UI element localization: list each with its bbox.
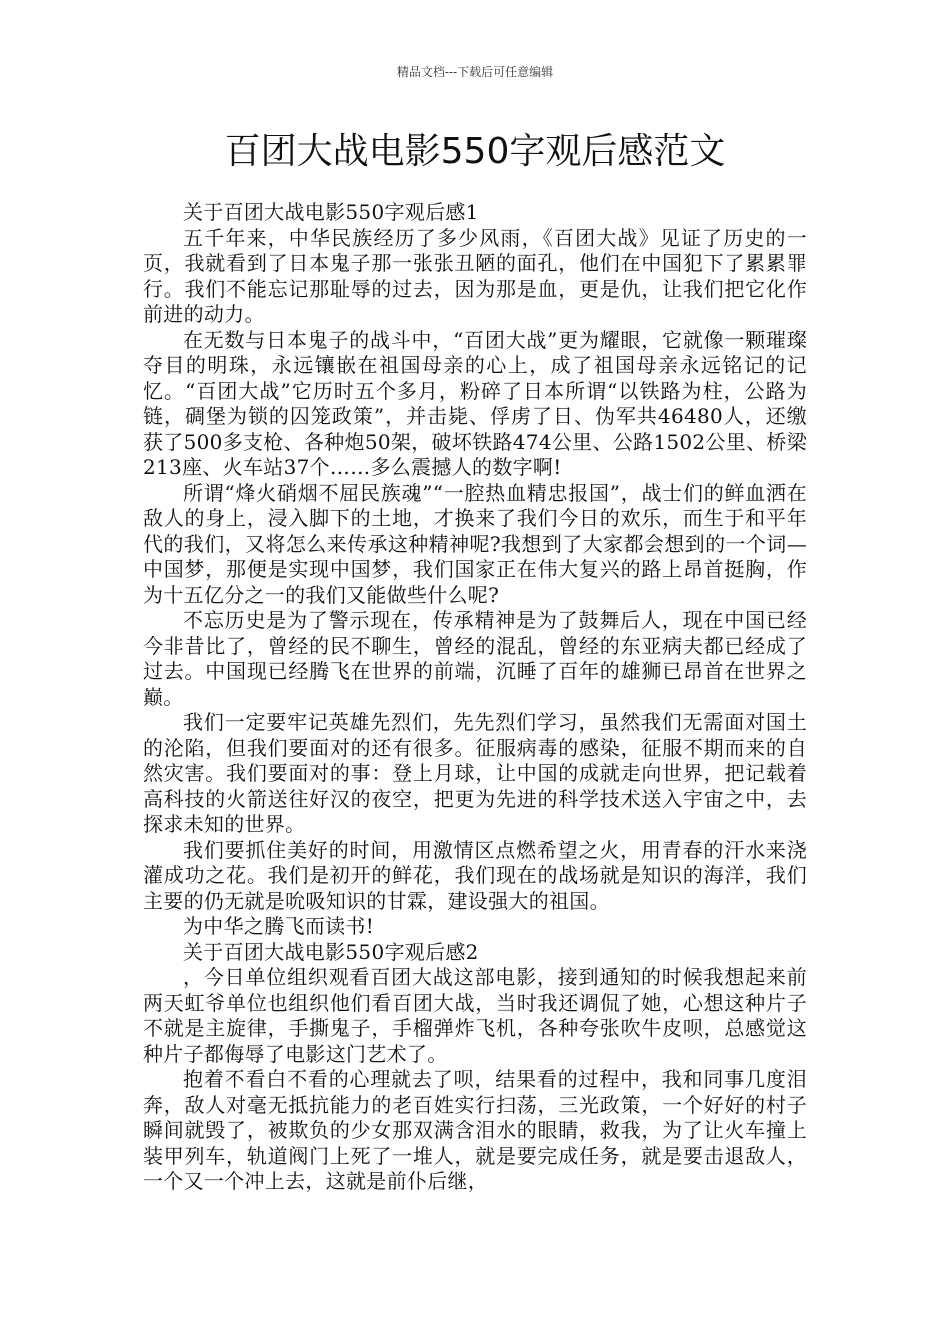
header-note: 精品文档---下载后可任意编辑: [396, 65, 554, 79]
paragraph: ，今日单位组织观看百团大战这部电影，接到通知的时候我想起来前两天虹爷单位也组织他们看百团大战，当时我还调侃了她，心想这种片子不就是主旋律，手撕鬼子，手榴弹炸飞机，各种夸张吹牛皮呗，总感觉这种片子都侮辱了电影这门艺术了。: [143, 965, 807, 1066]
paragraph: 为中华之腾飞而读书!: [183, 914, 375, 938]
paragraph: 不忘历史是为了警示现在，传承精神是为了鼓舞后人，现在中国已经今非昔比了，曾经的民不聊生，曾经的混乱，曾经的东亚病夫都已经成了过去。中国现已经腾飞在世界的前端，沉睡了百年的雄狮已昂首在世界之巅。: [143, 608, 807, 709]
paragraph: 抱着不看白不看的心理就去了呗，结果看的过程中，我和同事几度泪奔，敌人对毫无抵抗能力的老百姓实行扫荡，三光政策，一个好好的村子瞬间就毁了，被欺负的少女那双满含泪水的眼睛，救我，为了让火车撞上装甲列车，轨道阀门上死了一堆人，就是要完成任务，就是要击退敌人，一个又一个冲上去，这就是前仆后继，: [143, 1067, 807, 1193]
section-heading-2: 关于百团大战电影550字观后感2: [183, 939, 479, 964]
paragraph: 五千年来，中华民族经历了多少风雨，《百团大战》见证了历史的一页，我就看到了日本鬼子那一张张丑陋的面孔，他们在中国犯下了累累罪行。我们不能忘记那耻辱的过去，因为那是血，更是仇，让我们把它化作前进的动力。: [143, 225, 807, 326]
paragraph: 我们一定要牢记英雄先烈们，先先烈们学习，虽然我们无需面对国土的沦陷，但我们要面对的还有很多。征服病毒的感染，征服不期而来的自然灾害。我们要面对的事：登上月球，让中国的成就走向世界，把记载着高科技的火箭送往好汉的夜空，把更为先进的科学技术送入宇宙之中，去探求未知的世界。: [143, 710, 807, 836]
section-heading-1: 关于百团大战电影550字观后感1: [183, 200, 479, 224]
paragraph: 在无数与日本鬼子的战斗中，“百团大战”更为耀眼，它就像一颗璀璨夺目的明珠，永远镶嵌在祖国母亲的心上，成了祖国母亲永远铭记的记忆。“百团大战”它历时五个多月，粉碎了日本所谓“以铁路为柱，公路为链，碉堡为锁的囚笼政策”，并击毙、俘虏了日、伪军共46480人，还缴获了500多支枪、各种炮50架，破坏铁路474公里、公路1502公里、桥梁213座、火车站37个……多么震撼人的数字啊!: [143, 327, 807, 479]
document-body: [143, 200, 807, 1195]
paragraph: 所谓“烽火硝烟不屈民族魂”“一腔热血精忠报国”，战士们的鲜血洒在敌人的身上，浸入脚下的土地，才换来了我们今日的欢乐，而生于和平年代的我们，又将怎么来传承这种精神呢?我想到了大家都会想到的一个词—中国梦，那便是实现中国梦，我们国家正在伟大复兴的路上昂首挺胸，作为十五亿分之一的我们又能做些什么呢?: [143, 480, 807, 607]
paragraph: 我们要抓住美好的时间，用激情区点燃希望之火，用青春的汗水来浇灌成功之花。我们是初开的鲜花，我们现在的战场就是知识的海洋，我们主要的仍无就是吮吸知识的甘霖，建设强大的祖国。: [143, 837, 807, 913]
document-title: 百团大战电影550字观后感范文: [224, 131, 726, 172]
